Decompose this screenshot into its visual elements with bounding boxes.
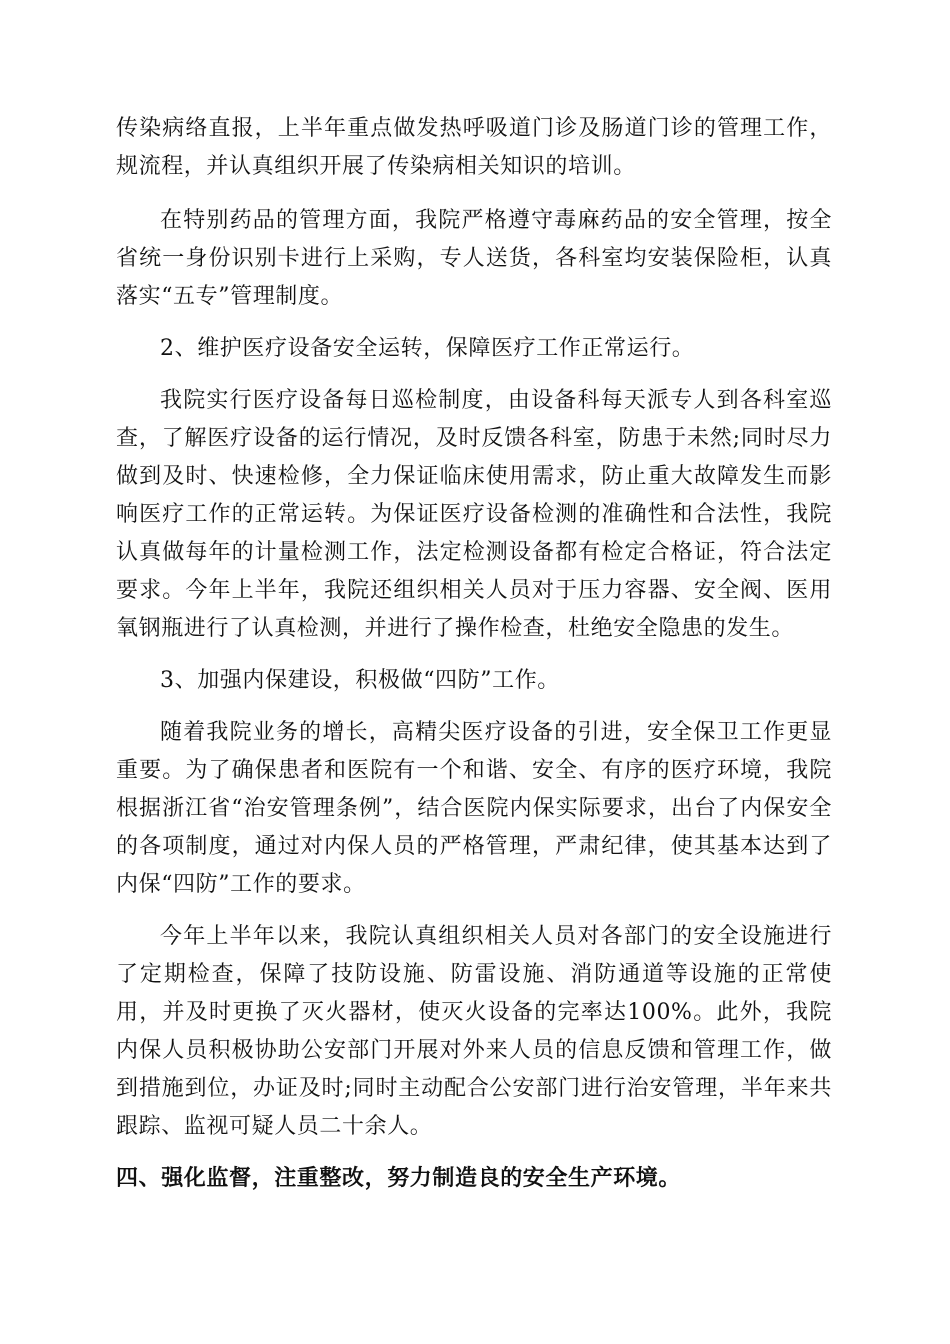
subheading-internal-security: 3、加强内保建设，积极做“四防”工作。: [160, 668, 560, 693]
paragraph-infectious-disease-report: 传染病络直报，上半年重点做发热呼吸道门诊及肠道门诊的管理工作，规流程，并认真组织开展了传染病相关知识的培训。: [116, 116, 832, 179]
subheading-equipment-safety: 2、维护医疗设备安全运转，保障医疗工作正常运行。: [160, 336, 695, 361]
section-heading-supervision: 四、强化监督，注重整改，努力制造良的安全生产环境。: [116, 1166, 682, 1191]
paragraph-equipment-inspection: 我院实行医疗设备每日巡检制度，由设备科每天派专人到各科室巡查，了解医疗设备的运行情况，及时反馈各科室，防患于未然;同时尽力做到及时、快速检修，全力保证临床使用需求，防止重大故障发生而影响医疗工作的正常运转。为保证医疗设备检测的准确性和合法性，我院认真做每年的计量检测工作，法定检测设备都有检定合格证，符合法定要求。今年上半年，我院还组织相关人员对于压力容器、安全阀、医用氧钢瓶进行了认真检测，并进行了操作检查，杜绝安全隐患的发生。: [116, 388, 832, 641]
paragraph-security-work: 随着我院业务的增长，高精尖医疗设备的引进，安全保卫工作更显重要。为了确保患者和医院有一个和谐、安全、有序的医疗环境，我院根据浙江省“治安管理条例”，结合医院内保实际要求，出台了内保安全的各项制度，通过对内保人员的严格管理，严肃纪律，使其基本达到了内保“四防”工作的要求。: [116, 720, 832, 897]
paragraph-special-drug-management: 在特别药品的管理方面，我院严格遵守毒麻药品的安全管理，按全省统一身份识别卡进行上采购，专人送货，各科室均安装保险柜，认真落实“五专”管理制度。: [116, 208, 832, 309]
paragraph-safety-facilities-check: 今年上半年以来，我院认真组织相关人员对各部门的安全设施进行了定期检查，保障了技防设施、防雷设施、消防通道等设施的正常使用，并及时更换了灭火器材，使灭火设备的完率达100%。此外，我院内保人员积极协助公安部门开展对外来人员的信息反馈和管理工作，做到措施到位，办证及时;同时主动配合公安部门进行治安管理，半年来共跟踪、监视可疑人员二十余人。: [116, 924, 832, 1139]
